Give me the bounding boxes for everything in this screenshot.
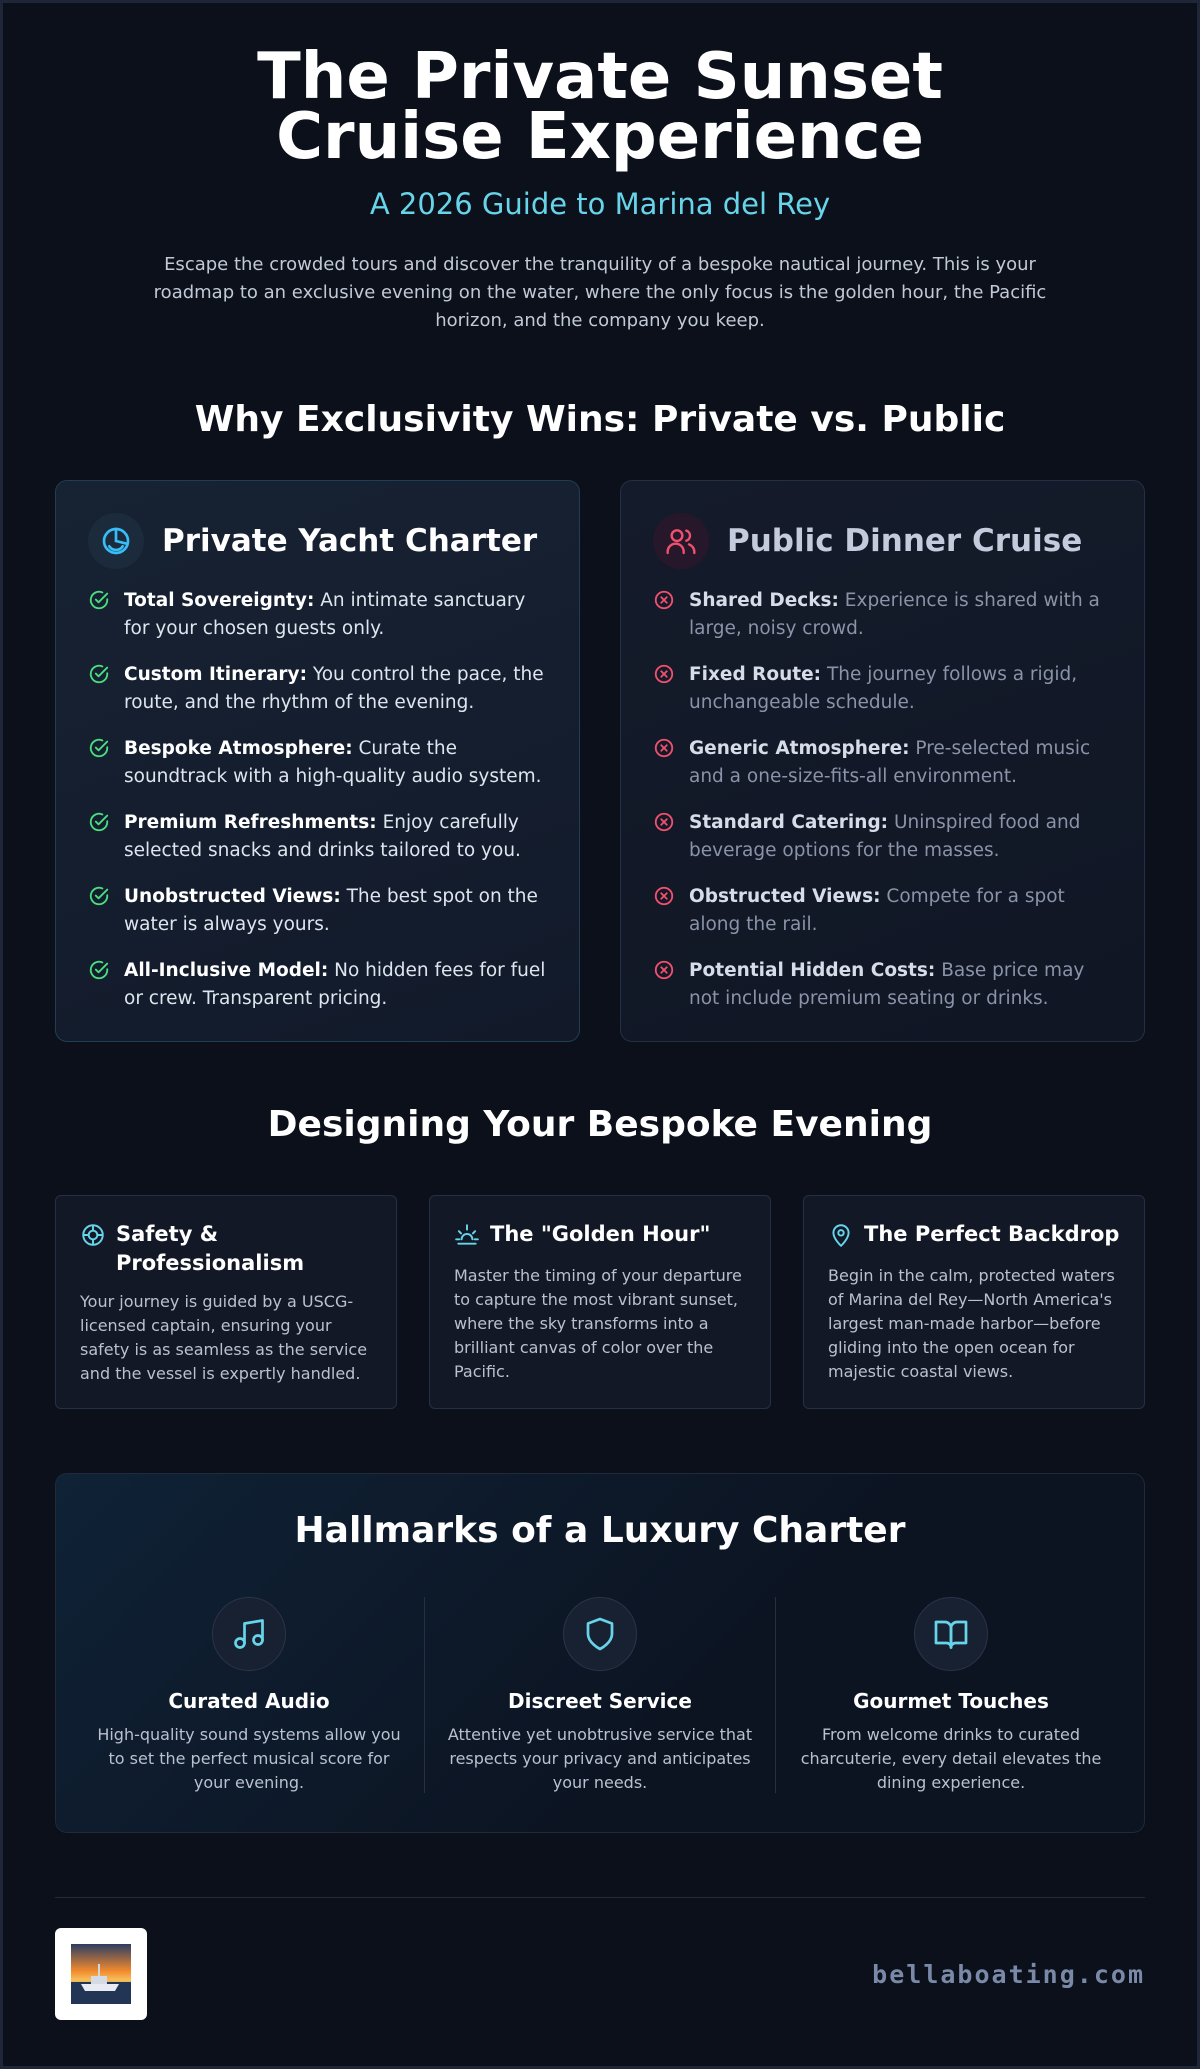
item-description: Base price may not include premium seating or drinks. <box>689 960 1085 1009</box>
feature-title: Safety & Professionalism <box>116 1222 305 1275</box>
brand-domain[interactable]: bellaboating.com <box>872 1959 1145 1989</box>
sunrise-icon <box>454 1222 480 1252</box>
item-description: Enjoy carefully selected snacks and drinks tailored to you. <box>124 812 521 861</box>
list-item <box>653 661 1114 717</box>
item-text <box>124 661 549 717</box>
book-icon <box>914 1597 988 1671</box>
list-item <box>653 587 1114 643</box>
item-text <box>689 735 1114 791</box>
item-label: All-Inclusive Model: <box>124 960 329 981</box>
comparison-section <box>3 480 1197 1042</box>
hallmark-name: Gourmet Touches <box>853 1689 1049 1713</box>
item-text <box>124 957 549 1013</box>
check-circle-icon <box>88 885 112 939</box>
design-heading: Designing Your Bespoke Evening <box>267 1104 933 1145</box>
item-text <box>689 587 1114 643</box>
sunset-icon <box>88 513 144 569</box>
list-item <box>88 883 549 939</box>
feature-text: Your journey is guided by a USCG-licensed captain, ensuring your safety is as seamless as the service and the vessel is expertly handled. <box>80 1292 368 1383</box>
hallmark-text: Attentive yet unobtrusive service that respects your privacy and anticipates your needs. <box>447 1725 753 1792</box>
hallmark-text: From welcome drinks to curated charcuterie, every detail elevates the dining experience. <box>800 1725 1102 1792</box>
check-circle-icon <box>88 589 112 643</box>
list-item <box>88 735 549 791</box>
users-icon <box>653 513 709 569</box>
hallmark-name: Curated Audio <box>168 1689 330 1713</box>
item-label: Fixed Route: <box>689 664 822 685</box>
item-description: Pre-selected music and a one-size-fits-all environment. <box>689 738 1091 787</box>
feature-card-golden-hour <box>429 1195 771 1409</box>
page-title: The Private Sunset Cruise Experience <box>257 40 943 174</box>
item-label: Shared Decks: <box>689 590 839 611</box>
hallmark-discreet-service <box>425 1597 776 1793</box>
item-description: No hidden fees for fuel or crew. Transparent pricing. <box>124 960 546 1009</box>
item-description: The best spot on the water is always yours. <box>124 886 538 935</box>
public-card-title: Public Dinner Cruise <box>727 523 1083 559</box>
item-text <box>689 957 1114 1013</box>
item-label: Obstructed Views: <box>689 886 881 907</box>
x-circle-icon <box>653 589 677 643</box>
check-circle-icon <box>88 959 112 1013</box>
item-text <box>124 883 549 939</box>
list-item <box>653 957 1114 1013</box>
item-description: The journey follows a rigid, unchangeable schedule. <box>689 664 1078 713</box>
comparison-heading: Why Exclusivity Wins: Private vs. Public <box>194 399 1006 440</box>
list-item <box>653 809 1114 865</box>
item-label: Potential Hidden Costs: <box>689 960 936 981</box>
private-charter-card <box>55 480 580 1042</box>
private-feature-list <box>88 587 549 1013</box>
private-card-title: Private Yacht Charter <box>162 523 538 559</box>
header <box>3 3 1197 335</box>
hallmarks-heading: Hallmarks of a Luxury Charter <box>294 1510 906 1551</box>
item-description: An intimate sanctuary for your chosen guests only. <box>124 590 526 639</box>
public-cruise-card <box>620 480 1145 1042</box>
map-pin-icon <box>828 1222 854 1252</box>
item-text <box>124 587 549 643</box>
item-description: Curate the soundtrack with a high-quality audio system. <box>124 738 542 787</box>
list-item <box>88 661 549 717</box>
list-item <box>88 957 549 1013</box>
item-text <box>689 809 1114 865</box>
list-item <box>88 587 549 643</box>
x-circle-icon <box>653 885 677 939</box>
item-label: Premium Refreshments: <box>124 812 377 833</box>
check-circle-icon <box>88 811 112 865</box>
item-text <box>124 735 549 791</box>
item-label: Bespoke Atmosphere: <box>124 738 353 759</box>
item-label: Custom Itinerary: <box>124 664 308 685</box>
x-circle-icon <box>653 663 677 717</box>
music-icon <box>212 1597 286 1671</box>
x-circle-icon <box>653 811 677 865</box>
item-label: Unobstructed Views: <box>124 886 341 907</box>
item-label: Standard Catering: <box>689 812 889 833</box>
feature-title: The "Golden Hour" <box>490 1222 711 1246</box>
item-label: Generic Atmosphere: <box>689 738 910 759</box>
item-text <box>689 661 1114 717</box>
lifebuoy-icon <box>80 1222 106 1252</box>
design-features <box>3 1195 1197 1409</box>
check-circle-icon <box>88 663 112 717</box>
feature-card-safety <box>55 1195 397 1409</box>
feature-card-backdrop <box>803 1195 1145 1409</box>
hallmark-text: High-quality sound systems allow you to set the perfect musical score for your evening. <box>97 1725 401 1792</box>
logo[interactable] <box>55 1928 147 2020</box>
hallmark-curated-audio <box>74 1597 425 1793</box>
feature-text: Begin in the calm, protected waters of Marina del Rey—North America's largest man-made harbor—before gliding into the open ocean for majestic coastal views. <box>828 1266 1115 1381</box>
item-label: Total Sovereignty: <box>124 590 315 611</box>
feature-text: Master the timing of your departure to capture the most vibrant sunset, where the sky transforms into a brilliant canvas of color over the Pacific. <box>454 1266 742 1381</box>
item-description: Experience is shared with a large, noisy crowd. <box>689 590 1100 639</box>
hallmark-name: Discreet Service <box>508 1689 692 1713</box>
list-item <box>653 883 1114 939</box>
shield-icon <box>563 1597 637 1671</box>
list-item <box>653 735 1114 791</box>
item-description: Compete for a spot along the rail. <box>689 886 1065 935</box>
logo-image <box>71 1944 131 2004</box>
check-circle-icon <box>88 737 112 791</box>
item-text <box>124 809 549 865</box>
intro-paragraph: Escape the crowded tours and discover the tranquility of a bespoke nautical journey. This is your roadmap to an exclusive evening on the water, where the only focus is the golden hour, the Pacific horizon, and the company you keep. <box>153 254 1047 331</box>
page-subtitle: A 2026 Guide to Marina del Rey <box>369 187 831 221</box>
list-item <box>88 809 549 865</box>
item-description: Uninspired food and beverage options for the masses. <box>689 812 1081 861</box>
public-feature-list <box>653 587 1114 1013</box>
x-circle-icon <box>653 737 677 791</box>
x-circle-icon <box>653 959 677 1013</box>
hallmarks-section <box>55 1473 1145 1833</box>
footer <box>3 1898 1197 2020</box>
feature-title: The Perfect Backdrop <box>864 1222 1120 1246</box>
hallmark-gourmet-touches <box>776 1597 1126 1793</box>
item-text <box>689 883 1114 939</box>
item-description: You control the pace, the route, and the rhythm of the evening. <box>124 664 544 713</box>
